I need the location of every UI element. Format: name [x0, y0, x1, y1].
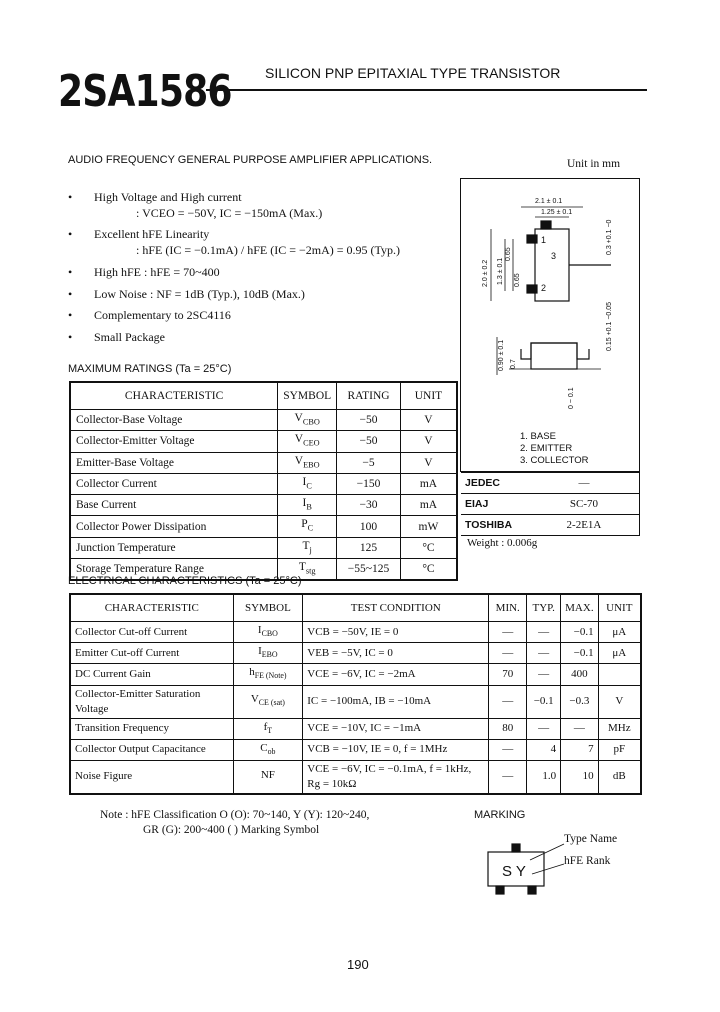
max-cell: 400 — [561, 664, 598, 685]
marking-lead — [512, 844, 520, 852]
char-cell: Noise Figure — [70, 760, 233, 794]
condition-cell: VCB = −50V, IE = 0 — [303, 622, 489, 643]
applications: AUDIO FREQUENCY GENERAL PURPOSE AMPLIFIER APPLICATIONS. — [68, 154, 433, 166]
table-row — [70, 643, 641, 664]
electrical-table — [69, 593, 642, 795]
typ-cell: 1.0 — [527, 760, 561, 794]
header-cell: TEST CONDITION — [303, 594, 489, 622]
min-cell: — — [489, 739, 527, 760]
symbol-cell: $I_{EBO}$ — [233, 643, 303, 664]
typ-cell: — — [527, 622, 561, 643]
dim-text: 2.0 ± 0.2 — [482, 259, 489, 287]
lead-1 — [527, 235, 537, 243]
feature-item: • High hFE : hFE = 70~400 — [68, 265, 220, 279]
unit-cell: dB — [598, 760, 641, 794]
header-cell: UNIT — [400, 382, 457, 410]
rating-cell: −30 — [337, 495, 401, 516]
table-row — [461, 515, 640, 536]
max-cell: 10 — [561, 760, 598, 794]
typ-cell: — — [527, 718, 561, 739]
char-cell: Junction Temperature — [70, 537, 278, 558]
page-number: 190 — [347, 957, 369, 972]
unit-cell: μA — [598, 622, 641, 643]
unit-cell: mW — [400, 516, 457, 537]
marking-lead — [496, 886, 504, 894]
min-cell: 70 — [489, 664, 527, 685]
table-row — [70, 664, 641, 685]
table-row — [70, 739, 641, 760]
dim-text: 1.25 ± 0.1 — [541, 209, 573, 216]
char-cell: Storage Temperature Range — [70, 559, 278, 581]
package-table — [461, 472, 640, 536]
symbol-cell: $T_{stg}$ — [278, 559, 337, 581]
note-line: Note : hFE Classification O (O): 70~140, Y (Y): 120~240, — [100, 809, 370, 821]
table-row — [70, 431, 457, 452]
lead-2 — [527, 285, 537, 293]
unit-cell: V — [400, 431, 457, 452]
header-cell: SYMBOL — [278, 382, 337, 410]
condition-cell: VCE = −6V, IC = −0.1mA, f = 1kHz, Rg = 10kΩ — [303, 760, 489, 794]
feature-sub: : VCEO = −50V, IC = −150mA (Max.) — [136, 206, 323, 220]
char-cell: Transition Frequency — [70, 718, 233, 739]
symbol-cell: $h_{FE (Note)}$ — [233, 664, 303, 685]
feature-sub: : hFE (IC = −0.1mA) / hFE (IC = −2mA) = 0.95 (Typ.) — [136, 243, 400, 257]
marking-diagram — [470, 826, 650, 902]
dim-text: 1.3 ± 0.1 — [497, 257, 504, 285]
lead-3 — [541, 221, 551, 229]
max-cell: — — [561, 718, 598, 739]
rating-cell: −55~125 — [337, 559, 401, 581]
pin-label: 1. BASE — [520, 431, 556, 442]
pin-label: 2. EMITTER — [520, 443, 573, 454]
char-cell: Collector Power Dissipation — [70, 516, 278, 537]
unit-cell: V — [598, 685, 641, 718]
unit-cell: °C — [400, 559, 457, 581]
typ-cell: — — [527, 664, 561, 685]
table-row — [70, 760, 641, 794]
table-header-row — [70, 382, 457, 410]
symbol-cell: $f_T$ — [233, 718, 303, 739]
dim-text: 0.65 — [505, 247, 512, 261]
package-weight: Weight : 0.006g — [467, 537, 538, 549]
device-subtitle: SILICON PNP EPITAXIAL TYPE TRANSISTOR — [265, 65, 561, 81]
rating-cell: −50 — [337, 410, 401, 431]
unit-cell: pF — [598, 739, 641, 760]
package-value: 2-2E1A — [529, 515, 640, 536]
table-row — [70, 410, 457, 431]
title-rule — [206, 89, 647, 91]
symbol-cell: $I_B$ — [278, 495, 337, 516]
symbol-cell: $C_{ob}$ — [233, 739, 303, 760]
pin-number: 3 — [551, 251, 557, 261]
part-number: 2SA1586 — [58, 66, 232, 117]
typ-cell: 4 — [527, 739, 561, 760]
char-cell: Base Current — [70, 495, 278, 516]
type-name-label: Type Name — [564, 833, 618, 845]
package-label: EIAJ — [461, 494, 529, 515]
header-cell: CHARACTERISTIC — [70, 594, 233, 622]
symbol-cell: $I_C$ — [278, 473, 337, 494]
note-line: GR (G): 200~400 ( ) Marking Symbol — [143, 824, 320, 836]
package-body-side — [531, 343, 577, 369]
unit-label: Unit in mm — [567, 158, 621, 170]
char-cell: Collector-Emitter Saturation Voltage — [70, 685, 233, 718]
char-cell: Collector Cut-off Current — [70, 622, 233, 643]
dim-text: 0 ~ 0.1 — [568, 387, 575, 409]
char-cell: Emitter Cut-off Current — [70, 643, 233, 664]
max-cell: −0.1 — [561, 643, 598, 664]
dim-text: 0.65 — [514, 273, 521, 287]
unit-cell: mA — [400, 473, 457, 494]
unit-cell: μA — [598, 643, 641, 664]
symbol-cell: $P_C$ — [278, 516, 337, 537]
package-label: TOSHIBA — [461, 515, 529, 536]
feature-item: • Excellent hFE Linearity — [68, 227, 210, 241]
table-row — [70, 516, 457, 537]
char-cell: Collector-Base Voltage — [70, 410, 278, 431]
table-row — [70, 622, 641, 643]
char-cell: Collector-Emitter Voltage — [70, 431, 278, 452]
min-cell: — — [489, 760, 527, 794]
electrical-title: ELECTRICAL CHARACTERISTICS (Ta = 25°C) — [68, 575, 302, 587]
condition-cell: VCE = −10V, IC = −1mA — [303, 718, 489, 739]
feature-item: • High Voltage and High current — [68, 190, 242, 204]
char-cell: Collector Current — [70, 473, 278, 494]
header-cell: RATING — [337, 382, 401, 410]
dim-text: 0.15 +0.1 −0.05 — [606, 301, 613, 351]
max-cell: 7 — [561, 739, 598, 760]
rating-cell: 125 — [337, 537, 401, 558]
rating-cell: −50 — [337, 431, 401, 452]
unit-cell: V — [400, 410, 457, 431]
header-cell: MIN. — [489, 594, 527, 622]
unit-cell: mA — [400, 495, 457, 516]
marking-lead — [528, 886, 536, 894]
dim-text: 0.3 +0.1 −0 — [606, 219, 613, 255]
pin-number: 1 — [541, 235, 547, 245]
unit-cell: °C — [400, 537, 457, 558]
table-row — [461, 473, 640, 494]
min-cell: — — [489, 622, 527, 643]
symbol-cell: NF — [233, 760, 303, 794]
max-ratings-title: MAXIMUM RATINGS (Ta = 25°C) — [68, 363, 232, 375]
header-cell: CHARACTERISTIC — [70, 382, 278, 410]
header-cell: SYMBOL — [233, 594, 303, 622]
feature-item: • Complementary to 2SC4116 — [68, 308, 231, 322]
symbol-cell: $T_j$ — [278, 537, 337, 558]
dim-text: 0.90 ± 0.1 — [498, 339, 505, 371]
header-cell: UNIT — [598, 594, 641, 622]
symbol-cell: $V_{CBO}$ — [278, 410, 337, 431]
marking-svg — [470, 826, 650, 902]
table-row — [70, 473, 457, 494]
marking-code: S Y — [502, 863, 526, 880]
package-value: — — [529, 473, 640, 494]
rank-leader — [532, 864, 564, 874]
condition-cell: IC = −100mA, IB = −10mA — [303, 685, 489, 718]
table-header-row — [70, 594, 641, 622]
condition-cell: VCE = −6V, IC = −2mA — [303, 664, 489, 685]
typ-cell: −0.1 — [527, 685, 561, 718]
header-cell: TYP. — [527, 594, 561, 622]
package-label: JEDEC — [461, 473, 529, 494]
condition-cell: VCB = −10V, IE = 0, f = 1MHz — [303, 739, 489, 760]
condition-cell: VEB = −5V, IC = 0 — [303, 643, 489, 664]
min-cell: — — [489, 685, 527, 718]
rating-cell: 100 — [337, 516, 401, 537]
table-row — [70, 718, 641, 739]
max-ratings-table — [69, 381, 458, 581]
package-outline-svg — [461, 179, 639, 471]
unit-cell: MHz — [598, 718, 641, 739]
min-cell: 80 — [489, 718, 527, 739]
rank-label: hFE Rank — [564, 855, 611, 867]
package-outline-drawing — [460, 178, 640, 472]
table-row — [70, 452, 457, 473]
char-cell: DC Current Gain — [70, 664, 233, 685]
table-row — [70, 685, 641, 718]
package-value: SC-70 — [529, 494, 640, 515]
symbol-cell: $V_{CE (sat)}$ — [233, 685, 303, 718]
symbol-cell: $I_{CBO}$ — [233, 622, 303, 643]
dim-text: 2.1 ± 0.1 — [535, 198, 563, 205]
dim-text: 0.7 — [510, 359, 517, 369]
unit-cell: V — [400, 452, 457, 473]
pin-number: 2 — [541, 283, 547, 293]
max-cell: −0.3 — [561, 685, 598, 718]
max-cell: −0.1 — [561, 622, 598, 643]
symbol-cell: $V_{CEO}$ — [278, 431, 337, 452]
header-cell: MAX. — [561, 594, 598, 622]
marking-title: MARKING — [474, 809, 526, 821]
unit-cell — [598, 664, 641, 685]
rating-cell: −5 — [337, 452, 401, 473]
feature-item: • Low Noise : NF = 1dB (Typ.), 10dB (Max.) — [68, 287, 305, 301]
rating-cell: −150 — [337, 473, 401, 494]
char-cell: Emitter-Base Voltage — [70, 452, 278, 473]
pin-label: 3. COLLECTOR — [520, 455, 589, 466]
min-cell: — — [489, 643, 527, 664]
symbol-cell: $V_{EBO}$ — [278, 452, 337, 473]
table-row — [461, 494, 640, 515]
char-cell: Collector Output Capacitance — [70, 739, 233, 760]
feature-item: • Small Package — [68, 330, 165, 344]
typ-cell: — — [527, 643, 561, 664]
table-row — [70, 537, 457, 558]
table-row — [70, 495, 457, 516]
